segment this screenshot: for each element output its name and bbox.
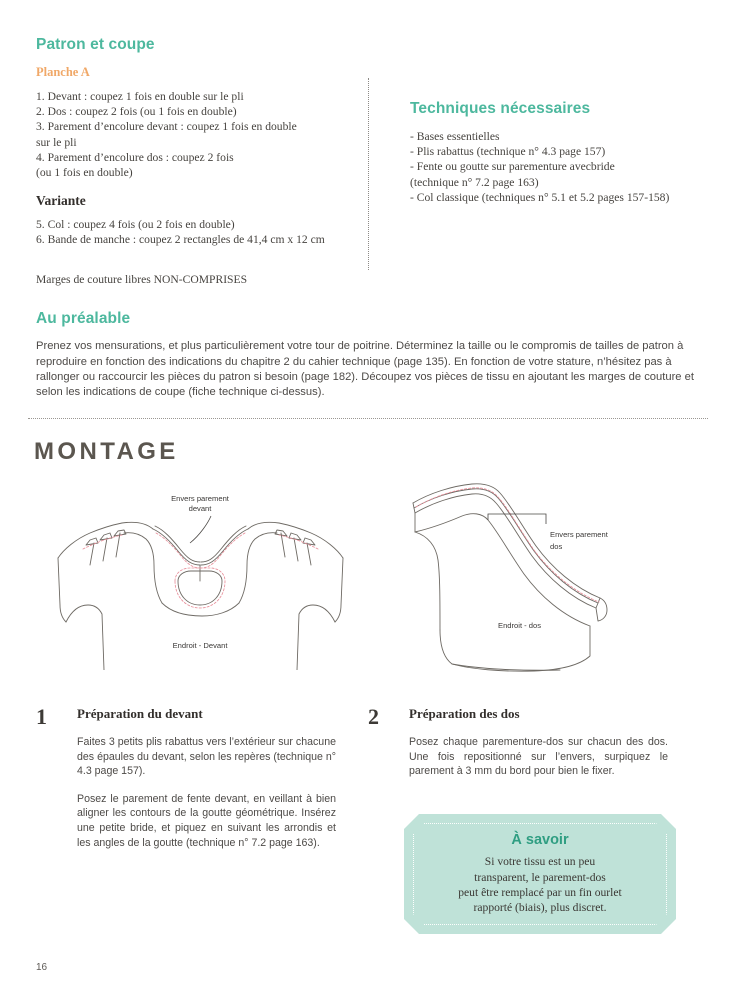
variante-list [36,217,346,247]
front-garment-illustration [50,485,350,670]
callout-text-line: rapporté (biais), plus discret. [473,901,607,915]
front-caption: Endroit - Devant [172,641,228,650]
cut-instruction-list [36,89,346,180]
technique-list-item: - Fente ou goutte sur parementure avecbride [410,160,615,174]
variante-list-item: 5. Col : coupez 4 fois (ou 2 fois en double) [36,218,235,232]
montage-section-title: MONTAGE [34,438,179,465]
a-savoir-callout [404,814,676,934]
step-1-number: 1 [36,704,47,729]
back-caption: Endroit - dos [498,621,542,630]
prealable-heading: Au préalable [36,310,131,327]
cut-list-item: sur le pli [36,135,77,149]
cut-list-item: 3. Parement d’encolure devant : coupez 1 fois en double [36,120,297,134]
technique-list-item: (technique n° 7.2 page 163) [410,175,539,189]
techniques-heading: Techniques nécessaires [410,100,591,117]
techniques-list [410,129,706,205]
variante-heading: Variante [36,193,86,209]
cut-list-item: 4. Parement d’encolure dos : coupez 2 fois [36,150,234,164]
callout-text-line: peut être remplacé par un fin ourlet [458,886,622,899]
horizontal-dotted-divider [28,418,708,419]
patron-et-coupe-section [36,36,346,298]
seam-allowance-note: Marges de couture libres NON-COMPRISES [36,272,248,286]
back-garment-illustration [410,480,710,675]
back-callout-line1: Envers parement [550,530,608,539]
variante-list-item: 6. Bande de manche : coupez 2 rectangles de 41,4 cm x 12 cm [36,233,325,247]
cut-list-item: 1. Devant : coupez 1 fois en double sur le pli [36,90,244,103]
cut-list-item: 2. Dos : coupez 2 fois (ou 1 fois en double) [36,105,237,119]
step-1-paragraph: Posez le parement de fente devant, en veillant à bien aligner les contours de la goutte géométrique. Insérez une petite bride, et piquez en suivant les arrondis et les angles de la goutte (technique n° 7.2 page 163). [77,792,336,849]
step-2-block [368,706,668,779]
step-1-title: Préparation du devant [77,706,203,721]
techniques-necessaires-section [410,100,706,205]
au-prealable-section [36,310,710,412]
planche-subheading: Planche A [36,65,90,79]
patron-heading: Patron et coupe [36,36,155,53]
prealable-paragraph: Prenez vos mensurations, et plus particulièrement votre tour de poitrine. Déterminez la taille ou le compromis de tailles de patron à reproduire en fonction des indications du chapitre 2 du cahier technique (page 135). En fonction de votre stature, n’hésitez pas à rallonger ou raccourcir les pièces du patron si besoin (page 182). Découpez vos pièces de tissu en ajoutant les marges de couture et selon les indications de coupe (fiche technique ci-dessus). [36,340,694,399]
callout-text-line: transparent, le parement-dos [474,870,606,884]
callout-content [404,814,676,934]
step-2-paragraph: Posez chaque parementure-dos sur chacun des dos. Une fois repositionné sur l’envers, surpiquez le parement à 3 mm du bord pour bien le fixer. [409,736,668,778]
step-2-title: Préparation des dos [409,706,520,721]
cut-list-item: (ou 1 fois en double) [36,166,133,180]
vertical-dotted-divider [368,78,369,270]
front-callout-line1: Envers parement [171,494,229,503]
technique-list-item: - Bases essentielles [410,130,500,143]
step-1-paragraph: Faites 3 petits plis rabattus vers l’extérieur sur chacune des épaules du devant, selon les repères (technique n° 4.3 page 157). [77,736,336,778]
step-1-block [36,706,336,850]
callout-title: À savoir [511,832,569,849]
technique-list-item: - Col classique (techniques n° 5.1 et 5.2 pages 157-158) [410,190,670,204]
step-1-body [77,706,336,850]
step-2-body [409,706,668,779]
front-callout-line2: devant [188,504,212,513]
back-callout-line2: dos [550,542,563,551]
callout-text [458,854,622,916]
page-number: 16 [36,962,48,973]
variante-section [36,193,346,247]
technique-list-item: - Plis rabattus (technique n° 4.3 page 157) [410,145,606,159]
callout-text-line: Si votre tissu est un peu [484,855,596,869]
step-2-number: 2 [368,704,379,729]
